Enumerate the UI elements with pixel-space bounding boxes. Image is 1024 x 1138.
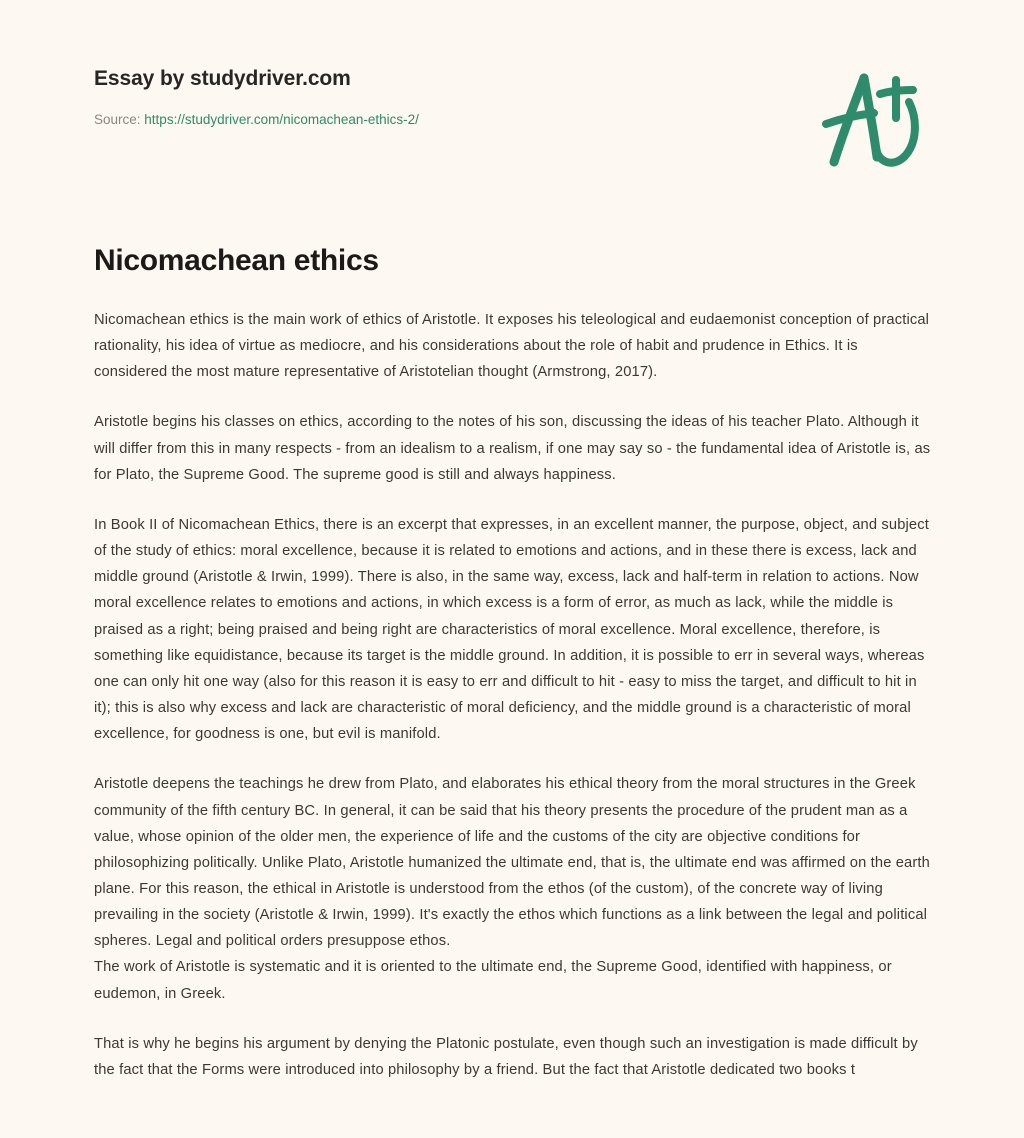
header-text-block bbox=[94, 66, 774, 129]
document-header bbox=[0, 0, 1024, 200]
source-url-link[interactable]: https://studydriver.com/nicomachean-ethics-2/ bbox=[144, 112, 419, 128]
source-line bbox=[94, 111, 774, 129]
article-container bbox=[94, 243, 932, 1083]
paragraph-3: In Book II of Nicomachean Ethics, there is an excerpt that expresses, in an excellent manner, the purpose, object, and subject of the study of ethics: moral excellence, because it is related to emotions and actions, and in these there is excess, lack and middle ground (Aristotle & Irwin, 1999). There is also, in the same way, excess, lack and half-term in relation to actions. Now moral excellence relates to emotions and actions, in which excess is a form of error, as much as lack, while the middle is praised as a right; being praised and being right are characteristics of moral excellence. Moral excellence, therefore, is something like equidistance, because its target is the middle ground. In addition, it is possible to err in several ways, whereas one can only hit one way (also for this reason it is easy to err and difficult to hit - easy to miss the target, and difficult to hit in it); this is also why excess and lack are characteristic of moral deficiency, and the middle ground is a characteristic of moral excellence, for goodness is one, but evil is manifold. bbox=[94, 516, 929, 743]
article-body bbox=[94, 307, 932, 1083]
paragraph-4: Aristotle deepens the teachings he drew from Plato, and elaborates his ethical theory from the moral structures in the Greek community of the fifth century BC. In general, it can be said that his theory presents the procedure of the prudent man as a value, whose opinion of the older men, the experience of life and the customs of the city are objective conditions for philosophizing politically. Unlike Plato, Aristotle humanized the ultimate end, that is, the ultimate end was affirmed on the earth plane. For this reason, the ethical in Aristotle is understood from the ethos (of the custom), of the concrete way of living prevailing in the society (Aristotle & Irwin, 1999). It's exactly the ethos which functions as a link between the legal and political spheres. Legal and political orders presuppose ethos. bbox=[94, 776, 930, 950]
byline: Essay by studydriver.com bbox=[94, 67, 351, 90]
studydriver-logo[interactable] bbox=[812, 62, 932, 177]
paragraph-5: The work of Aristotle is systematic and it is oriented to the ultimate end, the Supreme Good, identified with happiness, or eudemon, in Greek. bbox=[94, 959, 892, 1002]
page-title: Nicomachean ethics bbox=[94, 244, 379, 277]
source-label: Source: bbox=[94, 112, 141, 128]
paragraph-2: Aristotle begins his classes on ethics, according to the notes of his son, discussing the ideas of his teacher Plato. Although it will differ from this in many respects - from an idealism to a realism, if one may say so - the fundamental idea of Aristotle is, as for Plato, the Supreme Good. The supreme good is still and always happiness. bbox=[94, 414, 931, 483]
paragraph-1: Nicomachean ethics is the main work of ethics of Aristotle. It exposes his teleological and eudaemonist conception of practical rationality, his idea of virtue as mediocre, and his considerations about the role of habit and prudence in Ethics. It is considered the most mature representative of Aristotelian thought (Armstrong, 2017). bbox=[94, 312, 930, 381]
a-plus-icon bbox=[812, 62, 932, 177]
paragraph-6: That is why he begins his argument by denying the Platonic postulate, even though such an investigation is made difficult by the fact that the Forms were introduced into philosophy by a friend. But the fact that Aristotle dedicated two books t bbox=[94, 1035, 918, 1078]
